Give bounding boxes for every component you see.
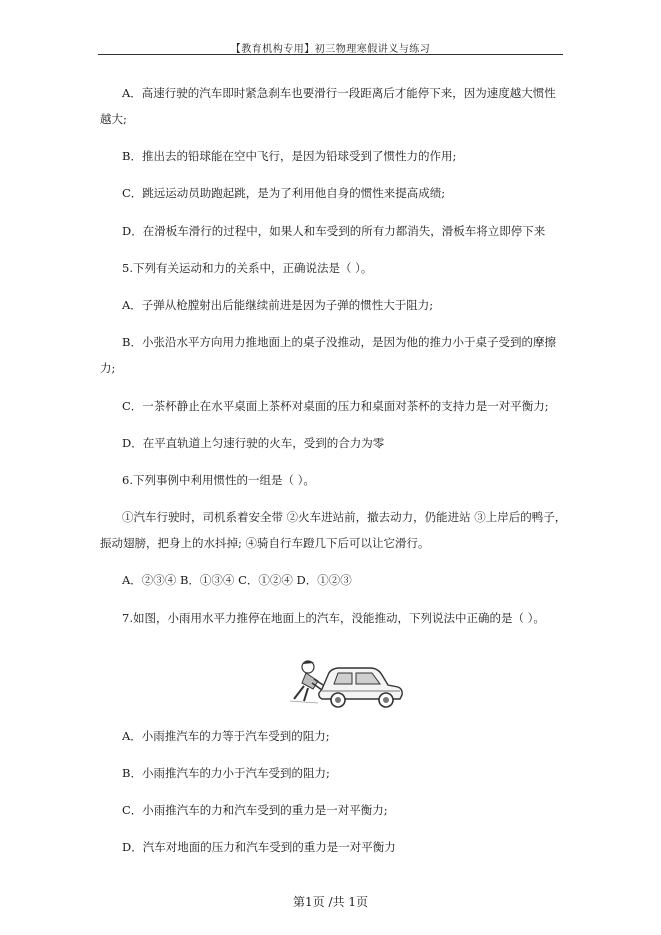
q6-body-line2: 振动翅膀，把身上的水抖掉; ④骑自行车蹬几下后可以让它滑行。 xyxy=(100,536,430,550)
page-header: 【教育机构专用】初三物理寒假讲义与练习 xyxy=(230,44,431,55)
q6-options: A．②③④ B．①③④ C．①②④ D．①②③ xyxy=(122,573,352,587)
q7-option-c: C．小雨推汽车的力和汽车受到的重力是一对平衡力; xyxy=(122,803,388,817)
q5-option-b-line1: B．小张沿水平方向用力推地面上的桌子没推动，是因为他的推力小于桌子受到的摩擦 xyxy=(122,335,556,349)
q4-option-d: D．在滑板车滑行的过程中，如果人和车受到的所有力都消失，滑板车将立即停下来 xyxy=(122,224,546,238)
header-divider xyxy=(98,54,563,55)
q6-body-line1: ①汽车行驶时，司机系着安全带 ②火车进站前，撤去动力，仍能进站 ③上岸后的鸭子， xyxy=(122,510,567,524)
q7-option-d: D．汽车对地面的压力和汽车受到的重力是一对平衡力 xyxy=(122,840,396,854)
q7-option-a: A．小雨推汽车的力等于汽车受到的阻力; xyxy=(122,729,330,743)
q5-option-d: D．在平直轨道上匀速行驶的火车，受到的合力为零 xyxy=(122,436,385,450)
q4-option-a-line1: A．高速行驶的汽车即时紧急刹车也要滑行一段距离后才能停下来，因为速度越大惯性 xyxy=(122,86,556,100)
q5-option-a: A．子弹从枪膛射出后能继续前进是因为子弹的惯性大于阻力; xyxy=(122,298,434,312)
q5-stem: 5.下列有关运动和力的关系中，正确说法是（ ）。 xyxy=(122,261,373,275)
q7-stem: 7.如图，小雨用水平力推停在地面上的汽车，没能推动，下列说法中正确的是（ ）。 xyxy=(122,611,545,625)
q4-option-c: C．跳远运动员助跑起跳，是为了利用他自身的惯性来提高成绩; xyxy=(122,186,446,200)
q6-stem: 6.下列事例中利用惯性的一组是（ ）。 xyxy=(122,473,315,487)
q4-option-a-line2: 越大; xyxy=(100,112,127,126)
q7-option-b: B．小雨推汽车的力小于汽车受到的阻力; xyxy=(122,766,330,780)
q5-option-c: C．一茶杯静止在水平桌面上茶杯对桌面的压力和桌面对茶杯的支持力是一对平衡力; xyxy=(122,399,549,413)
q5-option-b-line2: 力; xyxy=(100,361,116,375)
q4-option-b: B．推出去的铅球能在空中飞行，是因为铅球受到了惯性力的作用; xyxy=(122,149,457,163)
boy-pushing-car-illustration xyxy=(288,655,406,711)
page-footer: 第1页 /共 1页 xyxy=(293,895,368,909)
